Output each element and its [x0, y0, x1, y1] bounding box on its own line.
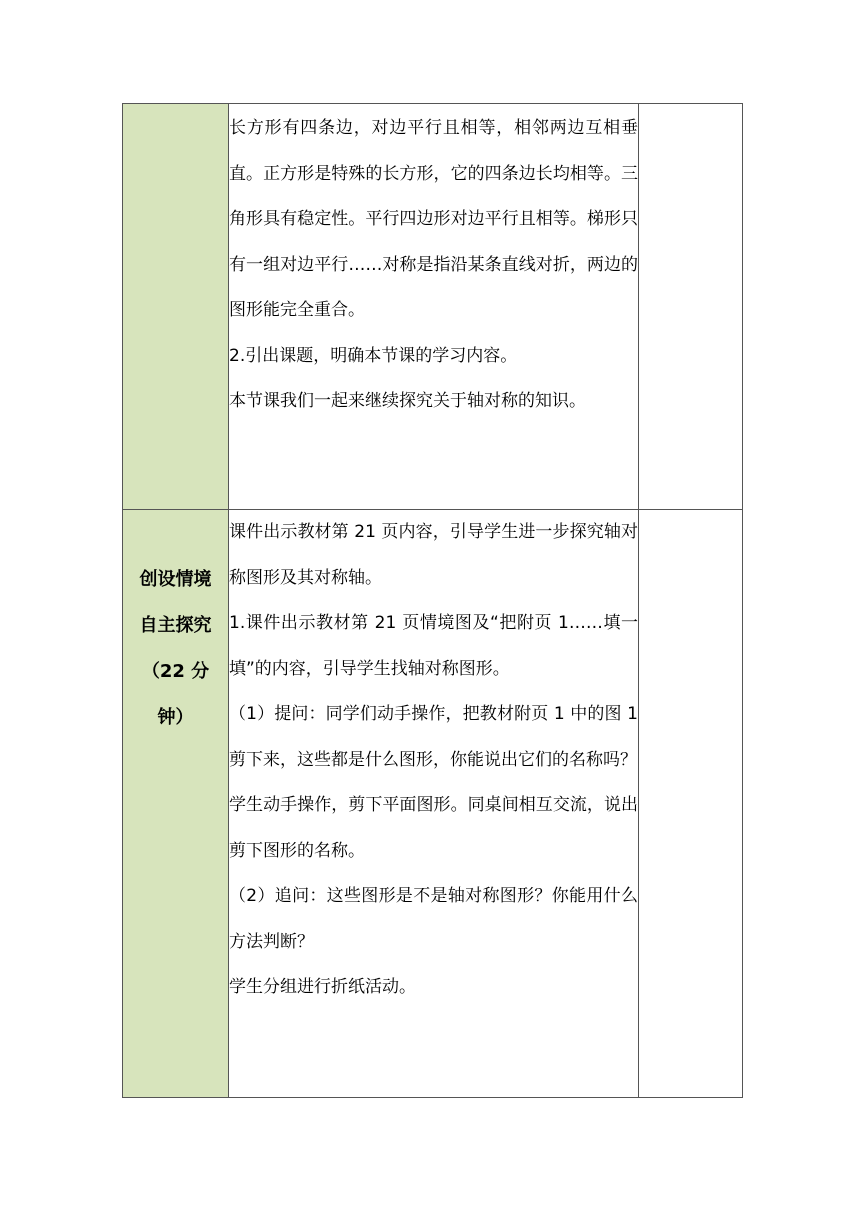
paragraph: 长方形有四条边，对边平行且相等，相邻两边互相垂直。正方形是特殊的长方形，它的四条边长均相等。三角形具有稳定性。平行四边形对边平行且相等。梯形只有一组对边平行……对称是指沿某条直线对折，两边的图形能完全重合。: [229, 118, 638, 320]
stage-label-line: 自主探究: [139, 615, 212, 636]
paragraph: 学生动手操作，剪下平面图形。同桌间相互交流，说出剪下图形的名称。: [229, 795, 638, 861]
paragraph: （1）提问：同学们动手操作，把教材附页 1 中的图 1 剪下来，这些都是什么图形，你能说出它们的名称吗？: [229, 704, 638, 770]
paragraph: 2.引出课题，明确本节课的学习内容。: [229, 345, 518, 366]
stage-cell: [123, 510, 229, 1098]
stage-cell: [123, 104, 229, 510]
stage-label-line: （22 分: [141, 661, 210, 682]
stage-label: [123, 510, 228, 741]
paragraph: 1.课件出示教材第 21 页情境图及“把附页 1……填一填”的内容，引导学生找轴对称图形。: [229, 613, 638, 679]
paragraph: 本节课我们一起来继续探究关于轴对称的知识。: [229, 391, 586, 411]
content-cell: [229, 510, 639, 1098]
note-cell: [639, 104, 743, 510]
paragraph: 课件出示教材第 21 页内容，引导学生进一步探究轴对称图形及其对称轴。: [229, 522, 638, 588]
table-row: [123, 510, 743, 1098]
table-row: [123, 104, 743, 510]
stage-label-line: 钟）: [157, 707, 194, 728]
note-cell: [639, 510, 743, 1098]
lesson-plan-table: [122, 103, 743, 1098]
paragraph: 学生分组进行折纸活动。: [229, 977, 416, 997]
content-cell: [229, 104, 639, 510]
paragraph: （2）追问：这些图形是不是轴对称图形？你能用什么方法判断？: [229, 886, 638, 952]
stage-label-line: 创设情境: [139, 569, 212, 590]
